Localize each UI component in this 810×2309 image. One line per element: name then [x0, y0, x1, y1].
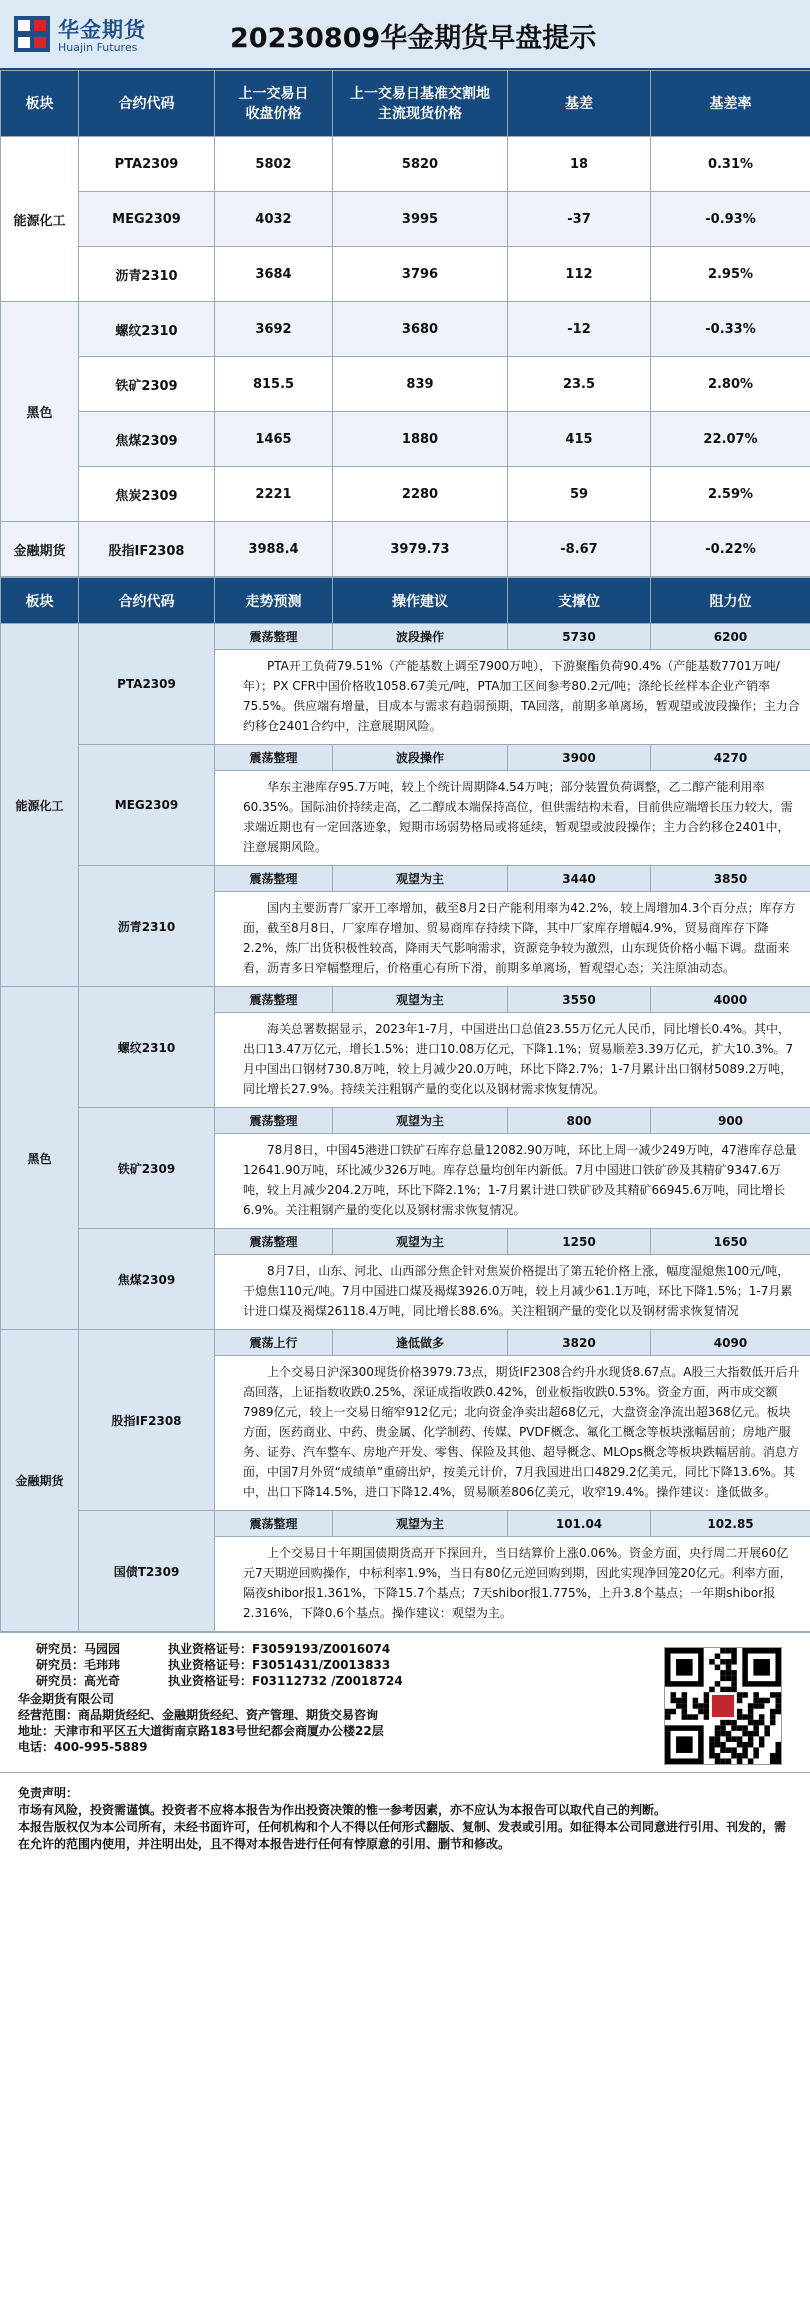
support-cell: 5730 — [508, 624, 651, 650]
close-price: 3988.4 — [215, 522, 333, 577]
spot-price: 2280 — [333, 467, 508, 522]
contract-code: MEG2309 — [79, 192, 215, 247]
t2-col-header: 阻力位 — [651, 578, 810, 624]
trend-cell: 震荡整理 — [215, 866, 333, 892]
table-row — [1, 1229, 810, 1255]
contract-code: PTA2309 — [79, 137, 215, 192]
close-price: 2221 — [215, 467, 333, 522]
support-cell: 1250 — [508, 1229, 651, 1255]
contract-code: PTA2309 — [79, 624, 215, 745]
disclaimer-p2: 本报告版权仅为本公司所有，未经书面许可，任何机构和个人不得以任何形式翻版、复制、发表或引用。如征得本公司同意进行引用、刊发的，需在允许的范围内使用，并注明出处，且不得对本报告进行任何有悖原意的引用、删节和修改。 — [18, 1820, 787, 1851]
basis-table — [0, 70, 810, 577]
resist-cell: 4000 — [651, 987, 810, 1013]
t1-col-header: 上一交易日 收盘价格 — [215, 71, 333, 137]
spot-price: 1880 — [333, 412, 508, 467]
spot-price: 5820 — [333, 137, 508, 192]
advice-cell: 波段操作 — [333, 745, 508, 771]
spot-price: 3979.73 — [333, 522, 508, 577]
contract-code: 焦煤2309 — [79, 1229, 215, 1330]
table-row — [1, 137, 810, 192]
close-price: 4032 — [215, 192, 333, 247]
analysis-paragraph: 上个交易日沪深300现货价格3979.73点，期货IF2308合约升水现货8.67点。A股三大指数低开后升高回落，上证指数收跌0.25%，深证成指收跌0.42%，创业板指收跌0.53%。资金方面，两市成交额7989亿元，较上一交易日缩窄912亿元；北向资金净卖出超68亿元，大盘资金净流出超368亿元。板块方面，医药商业、中药、贵金属、化学制药、传媒、PVDF概念、氟化工概念等板块涨幅居前；房地产服务、证券、汽车整车、房地产开发、零售、保险及其他、超导概念、MLOps概念等板块跌幅居前。消息方面，中国7月外贸“成绩单”重磅出炉，按美元计价，7月我国进出口4829.2亿美元，同比下降13.6%。其中，出口下降14.5%，进口下降12.4%，贸易顺差806亿美元，收窄19.4%。操作建议：逢低做多。 — [243, 1365, 800, 1499]
contract-code: 国债T2309 — [79, 1511, 215, 1632]
analysis-paragraph: PTA开工负荷79.51%（产能基数上调至7900万吨），下游聚酯负荷90.4%（产能基数7701万吨/年）；PX CFR中国价格收1058.67美元/吨，PTA加工区间参考80.2元/吨；涤纶长丝样本企业产销率75.5%。供应端有增量，目成本与需求有趋弱预期，TA回落，前期多单离场，暂观望或波段操作；主力合约移仓2401合约中，注意展期风险。 — [243, 659, 800, 733]
close-price: 5802 — [215, 137, 333, 192]
support-cell: 101.04 — [508, 1511, 651, 1537]
trend-cell: 震荡整理 — [215, 987, 333, 1013]
qr-code-icon — [664, 1647, 782, 1765]
trend-cell: 震荡整理 — [215, 1108, 333, 1134]
contract-code: MEG2309 — [79, 745, 215, 866]
contract-code: 铁矿2309 — [79, 1108, 215, 1229]
basis-rate: -0.33% — [651, 302, 810, 357]
analysis-text — [215, 892, 810, 987]
resist-cell: 1650 — [651, 1229, 810, 1255]
huajin-logo-icon — [14, 16, 50, 52]
contract-code: 焦炭2309 — [79, 467, 215, 522]
close-price: 1465 — [215, 412, 333, 467]
basis: -12 — [508, 302, 651, 357]
close-price: 815.5 — [215, 357, 333, 412]
table-row — [1, 247, 810, 302]
resist-cell: 4270 — [651, 745, 810, 771]
basis: 18 — [508, 137, 651, 192]
spot-price: 3680 — [333, 302, 508, 357]
sector-cell: 金融期货 — [1, 522, 79, 577]
table-row — [1, 192, 810, 247]
analysis-text — [215, 1537, 810, 1632]
contract-code: 螺纹2310 — [79, 302, 215, 357]
company-name: 华金期货有限公司 — [18, 1692, 115, 1706]
table-row — [1, 467, 810, 522]
t2-col-header: 操作建议 — [333, 578, 508, 624]
header-banner — [0, 0, 810, 70]
disclaimer-title: 免责声明： — [18, 1786, 79, 1800]
sector-cell: 能源化工 — [1, 137, 79, 302]
table-row — [1, 357, 810, 412]
analysis-paragraph: 华东主港库存95.7万吨，较上个统计周期降4.54万吨；部分装置负荷调整，乙二醇产能利用率60.35%。国际油价持续走高，乙二醇成本端保持高位，但供需结构未看，目前供应端增长压力较大，需求端近期也有一定回落迹象，短期市场弱势格局或将延续，暂观望或波段操作；主力合约移仓2401中，注意展期风险。 — [243, 780, 793, 854]
t1-col-header: 板块 — [1, 71, 79, 137]
support-cell: 3820 — [508, 1330, 651, 1356]
trend-cell: 震荡整理 — [215, 1229, 333, 1255]
contract-code: 股指IF2308 — [79, 522, 215, 577]
company-logo — [14, 12, 174, 58]
researcher-cert: 执业资格证号：F3051431/Z0013833 — [168, 1658, 391, 1672]
t2-col-header: 走势预测 — [215, 578, 333, 624]
disclaimer — [0, 1772, 810, 1865]
basis-rate: 0.31% — [651, 137, 810, 192]
table-row — [1, 1511, 810, 1537]
business-scope: 经营范围：商品期货经纪、金融期货经纪、资产管理、期货交易咨询 — [18, 1708, 379, 1722]
advice-cell: 观望为主 — [333, 1108, 508, 1134]
close-price: 3684 — [215, 247, 333, 302]
spot-price: 3796 — [333, 247, 508, 302]
company-address: 地址：天津市和平区五大道街南京路183号世纪都会商厦办公楼22层 — [18, 1724, 384, 1738]
table-row — [1, 1108, 810, 1134]
t1-col-header: 合约代码 — [79, 71, 215, 137]
support-cell: 3550 — [508, 987, 651, 1013]
support-cell: 800 — [508, 1108, 651, 1134]
basis-rate: 2.59% — [651, 467, 810, 522]
logo-cn-text: 华金期货 — [58, 18, 146, 42]
researcher-cert: 执业资格证号：F03112732 /Z0018724 — [168, 1674, 403, 1688]
table-row — [1, 412, 810, 467]
basis-rate: -0.22% — [651, 522, 810, 577]
contract-code: 螺纹2310 — [79, 987, 215, 1108]
researcher-cert: 执业资格证号：F3059193/Z0016074 — [168, 1642, 391, 1656]
table-row — [1, 624, 810, 650]
t2-col-header: 合约代码 — [79, 578, 215, 624]
advice-cell: 观望为主 — [333, 1511, 508, 1537]
table-row — [1, 522, 810, 577]
analysis-text — [215, 771, 810, 866]
table-row — [1, 745, 810, 771]
sector-cell: 金融期货 — [1, 1330, 79, 1632]
page-title: 20230809华金期货早盘提示 — [230, 23, 597, 54]
analysis-paragraph: 国内主要沥青厂家开工率增加，截至8月2日产能利用率为42.2%，较上周增加4.3个百分点；库存方面，截至8月8日，厂家库存增加、贸易商库存持续下降，其中厂家库存增幅4.9%，贸易商库存下降2.2%，炼厂出货积极性较高，降雨天气影响需求，资源竞争较为激烈，山东现货价格小幅下调。盘面来看，沥青多日窄幅整理后，价格重心有所下滑，前期多单离场，暂观望心态；关注原油动态。 — [243, 901, 796, 975]
basis-rate: 2.95% — [651, 247, 810, 302]
contract-code: 股指IF2308 — [79, 1330, 215, 1511]
analysis-paragraph: 上个交易日十年期国债期货高开下探回升，当日结算价上涨0.06%。资金方面，央行周二开展60亿元7天期逆回购操作，中标利率1.9%，当日有80亿元逆回购到期，因此实现净回笼20亿元。利率方面，隔夜shibor报1.361%，下降15.7个基点；7天shibor报1.775%，上升3.8个基点；一年期shibor报2.316%，下降0.6个基点。操作建议：观望为主。 — [243, 1546, 792, 1620]
basis: 415 — [508, 412, 651, 467]
resist-cell: 900 — [651, 1108, 810, 1134]
t2-col-header: 支撑位 — [508, 578, 651, 624]
sector-cell: 黑色 — [1, 987, 79, 1330]
close-price: 3692 — [215, 302, 333, 357]
t1-col-header: 基差 — [508, 71, 651, 137]
basis: 59 — [508, 467, 651, 522]
table-row — [1, 987, 810, 1013]
strategy-table — [0, 577, 810, 1632]
analysis-text — [215, 1255, 810, 1330]
analysis-text — [215, 1013, 810, 1108]
researcher-name: 研究员：高光奇 — [36, 1674, 121, 1688]
trend-cell: 震荡整理 — [215, 624, 333, 650]
analysis-paragraph: 海关总署数据显示，2023年1-7月，中国进出口总值23.55万亿元人民币，同比增长0.4%。其中，出口13.47万亿元，增长1.5%；进口10.08万亿元，下降1.1%；贸易顺差3.39万亿元，扩大10.3%。7月中国出口钢材730.8万吨，较上月减少20.0万吨，环比下降2.7%；1-7月累计出口钢材5089.2万吨，同比增长27.9%。持续关注粗钢产量的变化以及钢材需求恢复情况。 — [243, 1022, 794, 1096]
basis-rate: 22.07% — [651, 412, 810, 467]
advice-cell: 观望为主 — [333, 1229, 508, 1255]
table-row — [1, 866, 810, 892]
trend-cell: 震荡上行 — [215, 1330, 333, 1356]
analysis-text — [215, 1134, 810, 1229]
basis: 23.5 — [508, 357, 651, 412]
trend-cell: 震荡整理 — [215, 745, 333, 771]
spot-price: 839 — [333, 357, 508, 412]
analysis-text — [215, 650, 810, 745]
contract-code: 铁矿2309 — [79, 357, 215, 412]
contract-code: 沥青2310 — [79, 247, 215, 302]
analysis-text — [215, 1356, 810, 1511]
sector-cell: 黑色 — [1, 302, 79, 522]
researcher-footer — [0, 1632, 810, 1772]
basis-rate: -0.93% — [651, 192, 810, 247]
researcher-name: 研究员：马园园 — [36, 1642, 121, 1656]
resist-cell: 3850 — [651, 866, 810, 892]
contract-code: 沥青2310 — [79, 866, 215, 987]
analysis-paragraph: 78月8日，中国45港进口铁矿石库存总量12082.90万吨，环比上周一减少249万吨，47港库存总量12641.90万吨，环比减少326万吨。库存总量均创年内新低。7月中国进口铁矿砂及其精矿9347.6万吨，较上月减少204.2万吨，环比下降2.1%；1-7月累计进口铁矿砂及其精矿66945.6万吨，同比增长6.9%。关注粗钢产量的变化以及钢材需求恢复情况。 — [243, 1143, 797, 1217]
spot-price: 3995 — [333, 192, 508, 247]
sector-cell: 能源化工 — [1, 624, 79, 987]
trend-cell: 震荡整理 — [215, 1511, 333, 1537]
logo-en-text: Huajin Futures — [58, 41, 138, 54]
t2-col-header: 板块 — [1, 578, 79, 624]
advice-cell: 观望为主 — [333, 987, 508, 1013]
basis-rate: 2.80% — [651, 357, 810, 412]
support-cell: 3440 — [508, 866, 651, 892]
company-phone: 电话：400-995-5889 — [18, 1740, 148, 1754]
researcher-name: 研究员：毛玮玮 — [36, 1658, 121, 1672]
contract-code: 焦煤2309 — [79, 412, 215, 467]
analysis-paragraph: 8月7日，山东、河北、山西部分焦企针对焦炭价格提出了第五轮价格上涨，幅度湿熄焦100元/吨，干熄焦110元/吨。7月中国进口煤及褐煤3926.0万吨，较上月减少61.1万吨，环比下降1.5%；1-7月累计进口煤及褐煤26118.4万吨，同比增长88.6%。关注粗钢产量的变化以及钢材需求恢复情况 — [243, 1264, 793, 1318]
t1-col-header: 上一交易日基准交割地 主流现货价格 — [333, 71, 508, 137]
support-cell: 3900 — [508, 745, 651, 771]
resist-cell: 6200 — [651, 624, 810, 650]
t1-col-header: 基差率 — [651, 71, 810, 137]
resist-cell: 4090 — [651, 1330, 810, 1356]
table-row — [1, 302, 810, 357]
resist-cell: 102.85 — [651, 1511, 810, 1537]
advice-cell: 逢低做多 — [333, 1330, 508, 1356]
advice-cell: 波段操作 — [333, 624, 508, 650]
basis: 112 — [508, 247, 651, 302]
basis: -37 — [508, 192, 651, 247]
advice-cell: 观望为主 — [333, 866, 508, 892]
disclaimer-p1: 市场有风险，投资需谨慎。投资者不应将本报告为作出投资决策的惟一参考因素，亦不应认为本报告可以取代自己的判断。 — [18, 1803, 667, 1817]
basis: -8.67 — [508, 522, 651, 577]
table-row — [1, 1330, 810, 1356]
